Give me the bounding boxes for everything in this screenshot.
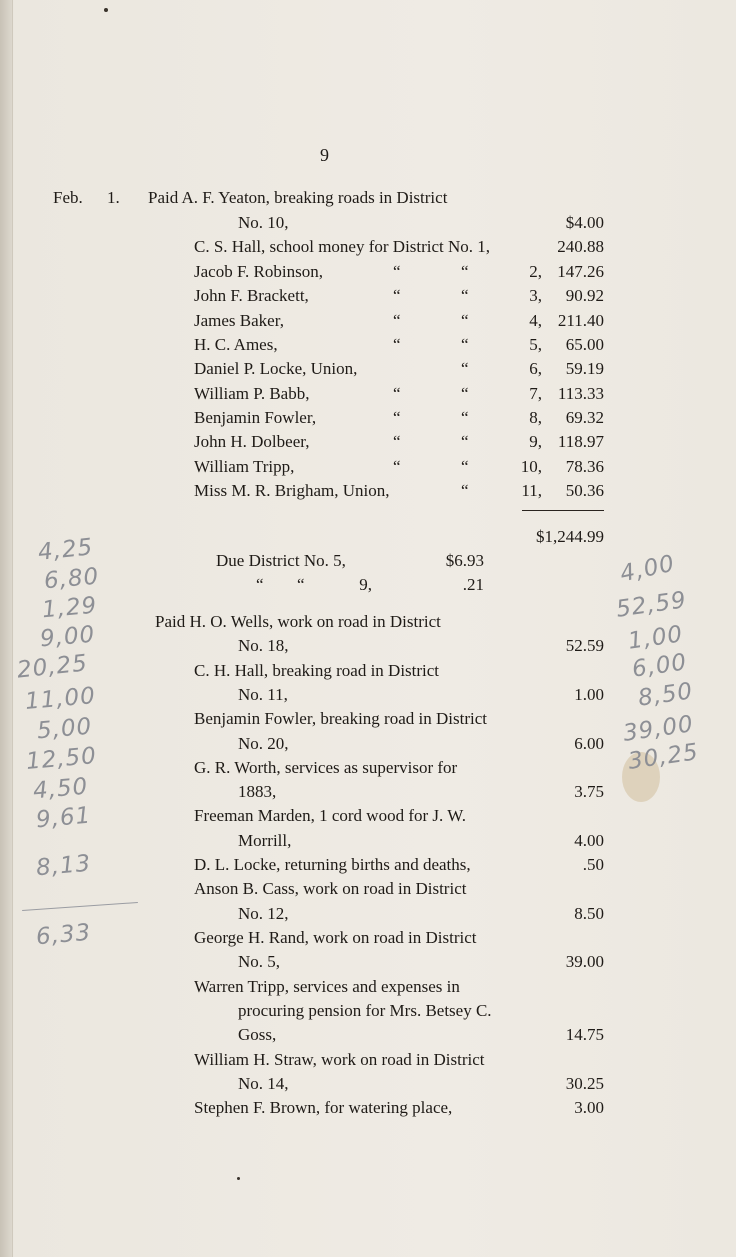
pencil-note: 4,25 [36, 534, 95, 566]
ditto-mark: “ [393, 384, 401, 403]
payment-text: Warren Tripp, services and expenses in [194, 977, 460, 996]
pencil-note: 20,25 [15, 650, 90, 684]
entry-text: Jacob F. Robinson, [194, 262, 323, 281]
date-day: 1. [107, 188, 120, 207]
ditto-mark: “ [256, 575, 264, 594]
entry-text: No. 10, [238, 213, 289, 232]
district-number: 2, [529, 262, 542, 281]
payment-amount: 6.00 [574, 734, 604, 753]
ditto-mark: “ [461, 359, 469, 378]
due-amount: .21 [462, 575, 484, 594]
district-number: 11, [521, 481, 542, 500]
pencil-note: 11,00 [24, 682, 97, 716]
entry-text: Daniel P. Locke, Union, [194, 359, 358, 378]
payment-amount: 52.59 [565, 636, 604, 655]
payment-amount: 3.75 [574, 782, 604, 801]
page-number: 9 [320, 145, 329, 165]
payment-text: Goss, [238, 1025, 277, 1044]
due-label: Due District No. 5, [216, 551, 346, 570]
pencil-note: 30,25 [626, 739, 701, 775]
pencil-note: 9,00 [38, 621, 97, 653]
entry-amount: 78.36 [565, 457, 604, 476]
district-number: 3, [529, 286, 542, 305]
district-number: 7, [529, 384, 542, 403]
ditto-mark: “ [393, 262, 401, 281]
district-number: 9, [359, 575, 372, 594]
ditto-mark: “ [393, 432, 401, 451]
pencil-note: 12,50 [25, 742, 98, 776]
pencil-sum-rule [22, 902, 138, 911]
payment-text: No. 20, [238, 734, 289, 753]
ditto-mark: “ [393, 457, 401, 476]
entry-amount: 113.33 [557, 384, 604, 403]
ditto-mark: “ [461, 286, 469, 305]
ink-speck [104, 8, 108, 12]
entry-amount: 211.40 [557, 311, 604, 330]
entry-text: C. S. Hall, school money for District No. 1, [194, 237, 491, 256]
pencil-note: 8,50 [636, 678, 695, 712]
entry-amount: 147.26 [557, 262, 604, 281]
district-number: 4, [529, 311, 542, 330]
payment-text: William H. Straw, work on road in District [194, 1050, 485, 1069]
entry-amount: 69.32 [565, 408, 604, 427]
payment-amount: 3.00 [574, 1098, 604, 1117]
payment-text: George H. Rand, work on road in District [194, 928, 477, 947]
entry-text: William P. Babb, [194, 384, 310, 403]
entry-text: Paid A. F. Yeaton, breaking roads in District [148, 188, 448, 207]
district-number: 8, [529, 408, 542, 427]
ink-speck [237, 1177, 240, 1180]
payment-amount: 30.25 [565, 1074, 604, 1093]
ditto-mark: “ [461, 408, 469, 427]
payment-text: Benjamin Fowler, breaking road in District [194, 709, 487, 728]
entry-amount: 65.00 [565, 335, 604, 354]
ditto-mark: “ [461, 481, 469, 500]
district-number: 5, [529, 335, 542, 354]
total-rule [522, 510, 604, 511]
payment-text: procuring pension for Mrs. Betsey C. [238, 1001, 492, 1020]
payment-text: G. R. Worth, services as supervisor for [194, 758, 458, 777]
payment-text: No. 5, [238, 952, 281, 971]
ditto-mark: “ [393, 286, 401, 305]
entry-text: Miss M. R. Brigham, Union, [194, 481, 390, 500]
entry-amount: $4.00 [565, 213, 604, 232]
pencil-note: 9,61 [34, 802, 93, 834]
entry-amount: 240.88 [557, 237, 604, 256]
total-amount: $1,244.99 [536, 527, 604, 546]
entry-amount: 90.92 [565, 286, 604, 305]
payment-amount: 39.00 [565, 952, 604, 971]
payment-text: Anson B. Cass, work on road in District [194, 879, 467, 898]
entry-text: H. C. Ames, [194, 335, 278, 354]
page-spine [0, 0, 13, 1257]
entry-text: John F. Brackett, [194, 286, 309, 305]
ditto-mark: “ [461, 432, 469, 451]
pencil-note: 4,00 [617, 550, 678, 588]
ditto-mark: “ [461, 457, 469, 476]
district-number: 6, [529, 359, 542, 378]
ditto-mark: “ [297, 575, 305, 594]
due-amount: $6.93 [445, 551, 484, 570]
pencil-note: 6,00 [630, 649, 689, 683]
district-number: 9, [529, 432, 542, 451]
pencil-note: 8,13 [34, 850, 93, 882]
pencil-note: 39,00 [621, 711, 696, 747]
ditto-mark: “ [393, 311, 401, 330]
payment-amount: 1.00 [574, 685, 604, 704]
payment-text: No. 18, [238, 636, 289, 655]
pencil-note: 6,80 [42, 563, 101, 595]
payment-text: Stephen F. Brown, for watering place, [194, 1098, 453, 1117]
payment-amount: 14.75 [565, 1025, 604, 1044]
payment-amount: 8.50 [574, 904, 604, 923]
district-number: 10, [520, 457, 542, 476]
ditto-mark: “ [461, 311, 469, 330]
entry-text: James Baker, [194, 311, 284, 330]
entry-amount: 118.97 [557, 432, 604, 451]
pencil-note: 1,00 [626, 621, 685, 655]
ditto-mark: “ [461, 384, 469, 403]
ditto-mark: “ [393, 335, 401, 354]
ditto-mark: “ [461, 335, 469, 354]
ditto-mark: “ [393, 408, 401, 427]
entry-text: Benjamin Fowler, [194, 408, 317, 427]
payment-amount: 4.00 [574, 831, 604, 850]
payment-text: Freeman Marden, 1 cord wood for J. W. [194, 806, 466, 825]
entry-amount: 50.36 [565, 481, 604, 500]
pencil-note: 1,29 [40, 592, 99, 624]
payment-text: No. 14, [238, 1074, 289, 1093]
pencil-note: 5,00 [35, 713, 94, 745]
payment-text: D. L. Locke, returning births and deaths, [194, 855, 471, 874]
payment-text: Morrill, [238, 831, 292, 850]
entry-text: William Tripp, [194, 457, 295, 476]
payment-amount: .50 [582, 855, 604, 874]
payment-text: C. H. Hall, breaking road in District [194, 661, 440, 680]
payment-text: No. 12, [238, 904, 289, 923]
payment-text: Paid H. O. Wells, work on road in District [155, 612, 441, 631]
entry-amount: 59.19 [565, 359, 604, 378]
payment-text: No. 11, [238, 685, 288, 704]
pencil-note: 6,33 [34, 919, 93, 951]
payment-text: 1883, [238, 782, 277, 801]
pencil-note: 4,50 [31, 773, 90, 805]
date-month: Feb. [53, 188, 83, 207]
pencil-note: 52,59 [614, 587, 689, 623]
ditto-mark: “ [461, 262, 469, 281]
entry-text: John H. Dolbeer, [194, 432, 310, 451]
